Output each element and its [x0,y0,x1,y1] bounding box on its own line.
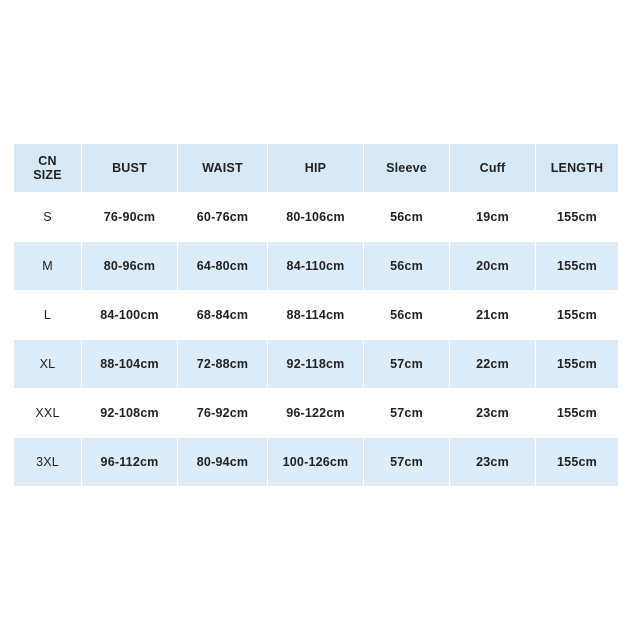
cell-cuff: 22cm [450,340,536,389]
size-chart-table [13,143,619,487]
table-body [14,193,619,487]
cell-size: S [14,193,82,242]
cell-size: XL [14,340,82,389]
cell-sleeve: 57cm [364,389,450,438]
size-chart-table-container [13,143,618,487]
cell-length: 155cm [536,242,619,291]
table-row [14,340,619,389]
column-header-waist: WAIST [178,144,268,193]
cell-bust: 84-100cm [82,291,178,340]
column-header-bust: BUST [82,144,178,193]
cell-cuff: 19cm [450,193,536,242]
cell-hip: 100-126cm [268,438,364,487]
cell-bust: 88-104cm [82,340,178,389]
table-row [14,242,619,291]
column-header-cn-size [14,144,82,193]
table-row [14,389,619,438]
cell-hip: 96-122cm [268,389,364,438]
cell-sleeve: 57cm [364,438,450,487]
cell-hip: 84-110cm [268,242,364,291]
cell-waist: 80-94cm [178,438,268,487]
cell-hip: 92-118cm [268,340,364,389]
table-row [14,291,619,340]
cell-sleeve: 56cm [364,242,450,291]
cell-bust: 80-96cm [82,242,178,291]
cell-size: XXL [14,389,82,438]
column-header-hip: HIP [268,144,364,193]
cell-cuff: 20cm [450,242,536,291]
cell-length: 155cm [536,193,619,242]
cell-waist: 60-76cm [178,193,268,242]
cell-hip: 80-106cm [268,193,364,242]
cell-bust: 76-90cm [82,193,178,242]
column-header-length: LENGTH [536,144,619,193]
cell-waist: 72-88cm [178,340,268,389]
cell-sleeve: 56cm [364,291,450,340]
cell-bust: 96-112cm [82,438,178,487]
cell-size: 3XL [14,438,82,487]
cell-length: 155cm [536,438,619,487]
table-header-row [14,144,619,193]
cell-length: 155cm [536,340,619,389]
cell-cuff: 21cm [450,291,536,340]
cell-waist: 64-80cm [178,242,268,291]
cell-sleeve: 56cm [364,193,450,242]
cell-waist: 76-92cm [178,389,268,438]
cell-hip: 88-114cm [268,291,364,340]
column-header-sleeve: Sleeve [364,144,450,193]
cell-sleeve: 57cm [364,340,450,389]
cell-length: 155cm [536,291,619,340]
table-row [14,438,619,487]
cell-waist: 68-84cm [178,291,268,340]
cell-cuff: 23cm [450,438,536,487]
column-header-cn-size-line2: SIZE [33,168,62,182]
cell-bust: 92-108cm [82,389,178,438]
cell-length: 155cm [536,389,619,438]
cell-size: M [14,242,82,291]
column-header-cn-size-line1: CN [38,153,57,168]
column-header-cuff: Cuff [450,144,536,193]
cell-size: L [14,291,82,340]
cell-cuff: 23cm [450,389,536,438]
table-row [14,193,619,242]
table-header [14,144,619,193]
